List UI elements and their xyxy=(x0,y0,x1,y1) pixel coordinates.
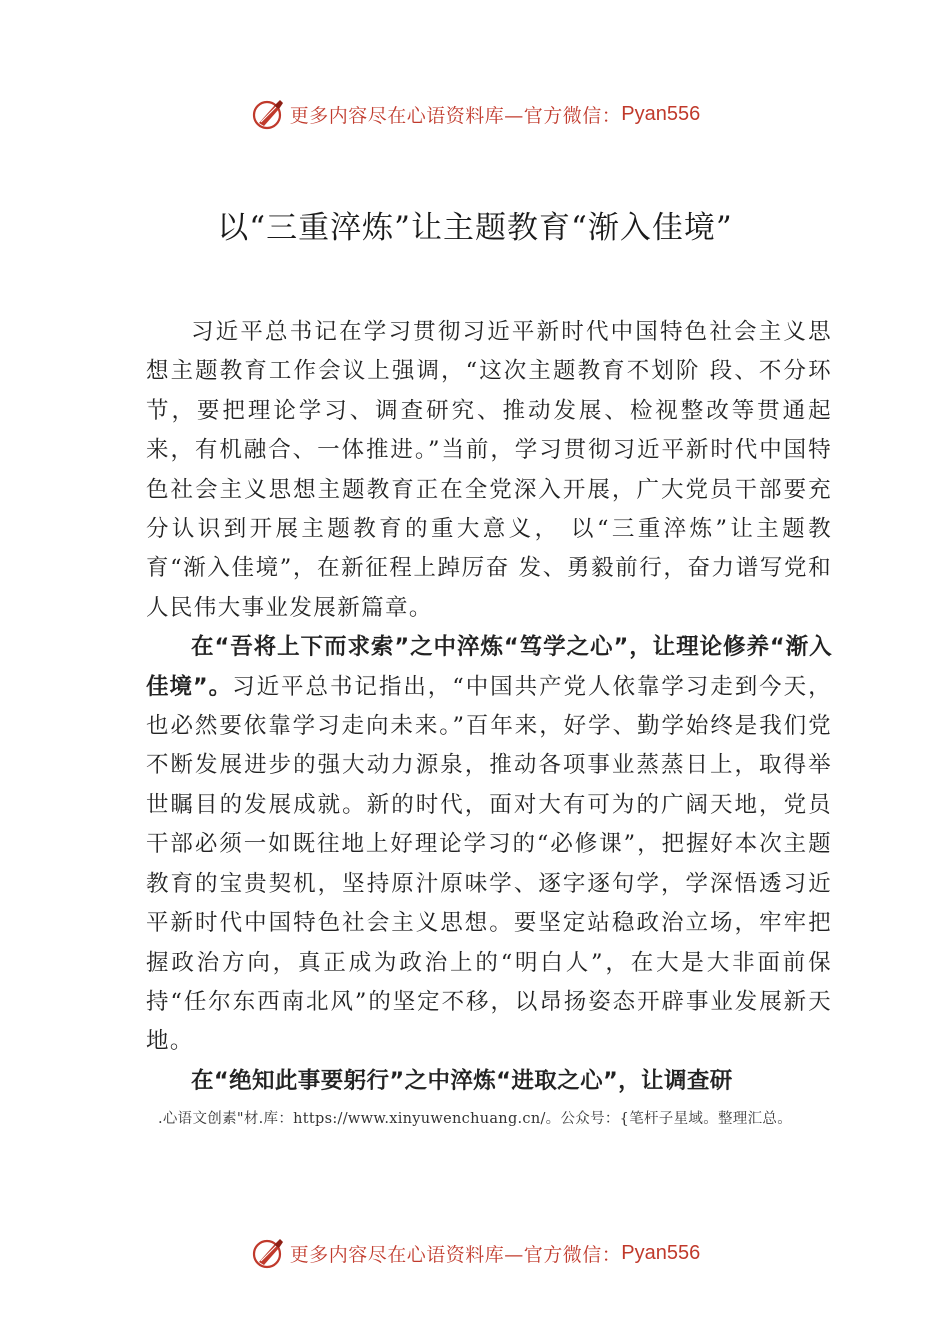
banner-wechat-id: Pyan556 xyxy=(621,1241,701,1264)
bottom-banner xyxy=(0,1233,950,1273)
banner-text: 更多内容尽在心语资料库—官方微信： xyxy=(289,104,622,127)
document-body xyxy=(146,313,832,1101)
paragraph-bold-lead: 在“绝知此事要躬行”之中淬炼“进取之心”，让调查研 xyxy=(191,1067,733,1094)
source-footer: .心语文创素"材.库：https://www.xinyuwenchuang.cn/。公众号：{笔杆子星域。整理汇总。 xyxy=(157,1111,793,1127)
banner-wechat-id: Pyan556 xyxy=(621,102,701,125)
document-title: 以“三重淬炼”让主题教育“渐入佳境” xyxy=(217,210,733,246)
pen-nib-circle-logo-icon xyxy=(250,96,286,132)
paragraph-research xyxy=(146,1062,832,1101)
paragraph-text: 习近平总书记指出，“中国共产党人依靠学习走到今天，也必然要依靠学习走向未来。”百年来，好学、勤学始终是我们党不断发展进步的强大动力源泉，推动各项事业蒸蒸日上，取得举世瞩目的发展成就。新的时代，面对大有可为的广阔天地，党员干部必须一如既往地上好理论学习的“必修课”，把握好本次主题教育的宝贵契机，坚持原汁原味学、逐字逐句学，学深悟透习近平新时代中国特色社会主义思想。要坚定站稳政治立场，牢牢把握政治方向，真正成为政治上的“明白人”，在大是大非面前保持“任尔东西南北风”的坚定不移，以昂扬姿态开辟事业发展新天地。 xyxy=(146,673,832,1055)
top-banner xyxy=(0,94,950,134)
pen-nib-circle-logo-icon xyxy=(250,1235,286,1271)
paragraph-text: 习近平总书记在学习贯彻习近平新时代中国特色社会主义思想主题教育工作会议上强调，“这次主题教育不划阶 段、不分环节，要把理论学习、调查研究、推动发展、检视整改等贯通起来，有机融合、一体推进。”当前，学习贯彻习近平新时代中国特色社会主义思想主题教育正在全党深入开展，广大党员干部要充分认识到开展主题教育的重大意义， 以“三重淬炼”让主题教育“渐入佳境”，在新征程上踔厉奋 发、勇毅前行，奋力谱写党和人民伟大事业发展新篇章。 xyxy=(146,319,832,621)
banner-text: 更多内容尽在心语资料库—官方微信： xyxy=(289,1243,622,1266)
paragraph-bold-lead: 在“吾将上下而求索”之中淬炼“笃学之心”，让理论修养“渐入佳境”。 xyxy=(146,634,832,700)
paragraph-intro xyxy=(146,313,832,628)
paragraph-theory xyxy=(146,628,832,1061)
